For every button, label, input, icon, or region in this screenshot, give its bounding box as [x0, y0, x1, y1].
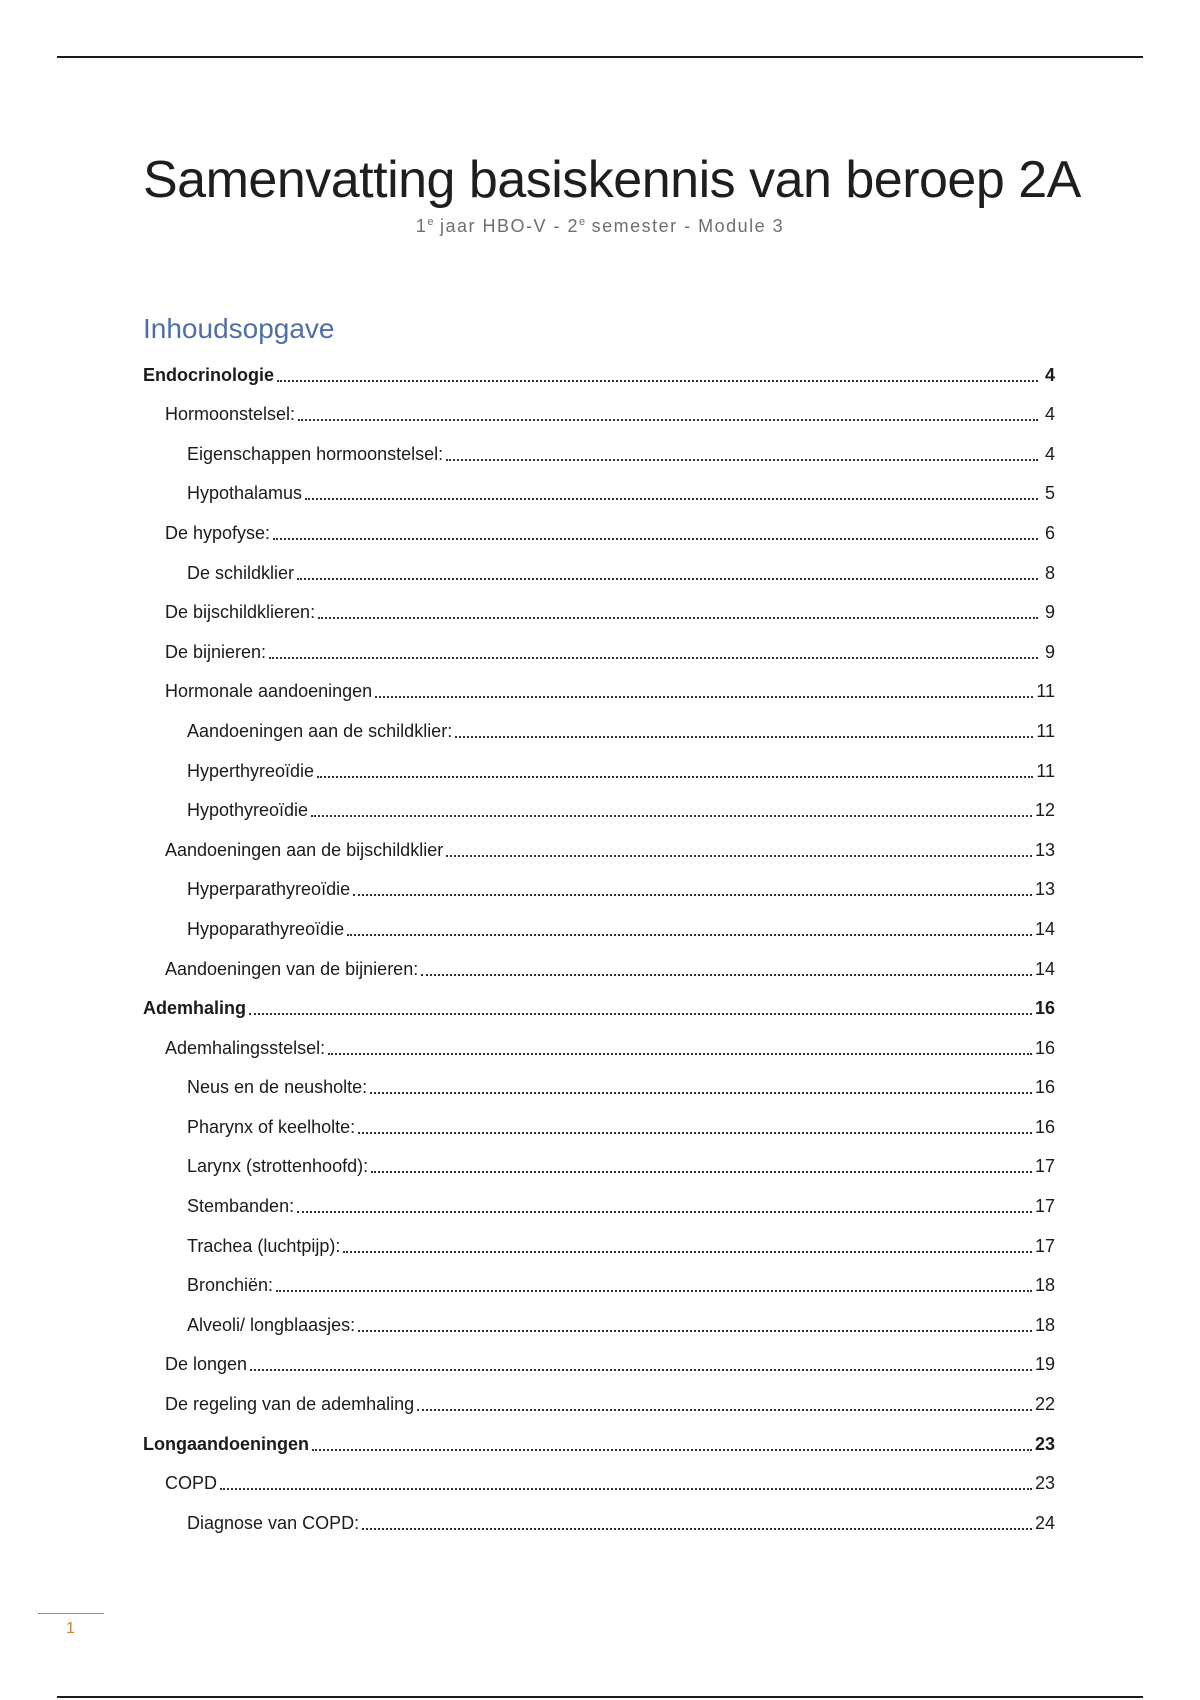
- page-number: 1: [66, 1620, 75, 1637]
- toc-entry[interactable]: [143, 1025, 1055, 1065]
- toc-entry[interactable]: [143, 1065, 1055, 1105]
- toc-entry-label: Hyperparathyreoïdie: [187, 879, 351, 900]
- subtitle-program: jaar HBO-V - 2: [433, 216, 579, 236]
- toc-leader-dots: [277, 380, 1038, 382]
- toc-entry-label: Eigenschappen hormoonstelsel:: [187, 443, 444, 464]
- toc-entry[interactable]: [143, 669, 1055, 709]
- toc-leader-dots: [371, 1171, 1032, 1173]
- toc-entry-page: 8: [1044, 562, 1055, 583]
- toc-entry[interactable]: [143, 550, 1055, 590]
- toc-leader-dots: [297, 1211, 1032, 1213]
- toc-entry-page: 16: [1034, 998, 1055, 1019]
- toc-entry[interactable]: [143, 1381, 1055, 1421]
- toc-leader-dots: [421, 974, 1032, 976]
- toc-leader-dots: [375, 696, 1033, 698]
- toc-leader-dots: [297, 578, 1038, 580]
- toc-entry-page: 13: [1034, 839, 1055, 860]
- toc-entry-label: De hypofyse:: [165, 522, 271, 543]
- toc-leader-dots: [250, 1369, 1032, 1371]
- subtitle-year: 1: [415, 216, 428, 236]
- toc-entry-label: Stembanden:: [187, 1196, 295, 1217]
- toc-leader-dots: [318, 617, 1038, 619]
- toc-entry-label: Pharynx of keelholte:: [187, 1116, 356, 1137]
- toc-entry-page: 13: [1034, 879, 1055, 900]
- toc-entry[interactable]: [143, 431, 1055, 471]
- toc-leader-dots: [455, 736, 1033, 738]
- footer-rule: [57, 1696, 1143, 1698]
- toc-entry-page: 17: [1034, 1196, 1055, 1217]
- toc-leader-dots: [276, 1290, 1032, 1292]
- toc-entry-label: Hyperthyreoïdie: [187, 760, 315, 781]
- toc-entry[interactable]: [143, 986, 1055, 1026]
- toc-entry-label: De bijnieren:: [165, 641, 267, 662]
- toc-leader-dots: [220, 1488, 1032, 1490]
- toc-entry[interactable]: [143, 1223, 1055, 1263]
- toc-entry-label: De longen: [165, 1354, 248, 1375]
- toc-entry[interactable]: [143, 471, 1055, 511]
- toc-leader-dots: [353, 894, 1032, 896]
- toc-entry-label: COPD: [165, 1473, 218, 1494]
- toc-entry-page: 11: [1036, 681, 1055, 702]
- toc-entry[interactable]: [143, 510, 1055, 550]
- document-subtitle: [0, 216, 1200, 237]
- toc-entry-label: Neus en de neusholte:: [187, 1077, 368, 1098]
- toc-entry-label: Trachea (luchtpijp):: [187, 1235, 341, 1256]
- toc-entry-page: 23: [1034, 1433, 1055, 1454]
- toc-entry-page: 18: [1034, 1314, 1055, 1335]
- toc-entry-page: 22: [1034, 1394, 1055, 1415]
- toc-entry[interactable]: [143, 1263, 1055, 1303]
- toc-heading: Inhoudsopgave: [143, 313, 335, 344]
- toc-entry-page: 14: [1034, 958, 1055, 979]
- toc-entry-page: 4: [1044, 404, 1055, 425]
- toc-leader-dots: [370, 1092, 1032, 1094]
- toc-entry-page: 16: [1034, 1077, 1055, 1098]
- toc-entry-page: 23: [1034, 1473, 1055, 1494]
- toc-entry-page: 24: [1034, 1512, 1055, 1533]
- toc-entry-label: Aandoeningen aan de schildklier:: [187, 720, 453, 741]
- toc-entry[interactable]: [143, 708, 1055, 748]
- toc-leader-dots: [273, 538, 1038, 540]
- toc-entry-label: Endocrinologie: [143, 364, 275, 385]
- toc-entry[interactable]: [143, 392, 1055, 432]
- toc-leader-dots: [358, 1330, 1032, 1332]
- toc-entry[interactable]: [143, 1500, 1055, 1540]
- toc-entry-label: Aandoeningen aan de bijschildklier: [165, 839, 444, 860]
- toc-entry-label: Ademhalingsstelsel:: [165, 1037, 326, 1058]
- toc-entry[interactable]: [143, 629, 1055, 669]
- toc-entry-label: Aandoeningen van de bijnieren:: [165, 958, 419, 979]
- toc-leader-dots: [269, 657, 1038, 659]
- toc-entry[interactable]: [143, 1104, 1055, 1144]
- toc-leader-dots: [305, 498, 1038, 500]
- toc-entry-page: 9: [1044, 641, 1055, 662]
- toc-entry-label: Hormoonstelsel:: [165, 404, 296, 425]
- toc-entry-label: Ademhaling: [143, 998, 247, 1019]
- toc-entry-page: 18: [1034, 1275, 1055, 1296]
- toc-entry[interactable]: [143, 1144, 1055, 1184]
- document-title: Samenvatting basiskennis van beroep 2A: [143, 151, 1081, 209]
- toc-entry-page: 14: [1034, 918, 1055, 939]
- toc-entry-label: De schildklier: [187, 562, 295, 583]
- toc-leader-dots: [343, 1251, 1032, 1253]
- toc-entry-label: Bronchiën:: [187, 1275, 274, 1296]
- toc-entry-page: 16: [1034, 1037, 1055, 1058]
- toc-entry[interactable]: [143, 1421, 1055, 1461]
- toc-entry-label: Hypothyreoïdie: [187, 800, 309, 821]
- toc-entry[interactable]: [143, 1183, 1055, 1223]
- toc-entry-page: 11: [1036, 760, 1055, 781]
- toc-entry-label: De regeling van de ademhaling: [165, 1394, 415, 1415]
- toc-leader-dots: [358, 1132, 1032, 1134]
- toc-entry-page: 9: [1044, 602, 1055, 623]
- toc-entry[interactable]: [143, 946, 1055, 986]
- toc-entry[interactable]: [143, 788, 1055, 828]
- toc-leader-dots: [362, 1528, 1032, 1530]
- toc-leader-dots: [312, 1449, 1032, 1451]
- subtitle-ordinal-2: e: [578, 216, 586, 228]
- toc-leader-dots: [249, 1013, 1032, 1015]
- toc-entry-label: Diagnose van COPD:: [187, 1512, 360, 1533]
- toc-entry[interactable]: [143, 906, 1055, 946]
- toc-entry[interactable]: [143, 827, 1055, 867]
- toc-entry-label: Longaandoeningen: [143, 1433, 309, 1454]
- toc-entry-page: 4: [1044, 364, 1055, 385]
- header-rule: [57, 56, 1143, 58]
- toc-leader-dots: [317, 776, 1033, 778]
- toc-entry-page: 17: [1034, 1156, 1055, 1177]
- table-of-contents: [143, 352, 1055, 1540]
- toc-leader-dots: [446, 459, 1038, 461]
- toc-entry[interactable]: [143, 1302, 1055, 1342]
- toc-entry-label: Alveoli/ longblaasjes:: [187, 1314, 356, 1335]
- toc-entry[interactable]: [143, 590, 1055, 630]
- toc-entry[interactable]: [143, 867, 1055, 907]
- toc-entry-page: 17: [1034, 1235, 1055, 1256]
- toc-leader-dots: [298, 419, 1038, 421]
- toc-entry[interactable]: [143, 352, 1055, 392]
- toc-entry-label: Hypoparathyreoïdie: [187, 918, 345, 939]
- toc-leader-dots: [328, 1053, 1032, 1055]
- toc-entry[interactable]: [143, 1342, 1055, 1382]
- toc-entry[interactable]: [143, 1461, 1055, 1501]
- toc-entry-page: 4: [1044, 443, 1055, 464]
- toc-entry-page: 19: [1034, 1354, 1055, 1375]
- toc-leader-dots: [417, 1409, 1032, 1411]
- toc-entry-page: 11: [1036, 720, 1055, 741]
- toc-leader-dots: [347, 934, 1032, 936]
- toc-leader-dots: [311, 815, 1032, 817]
- toc-entry-label: Larynx (strottenhoofd):: [187, 1156, 369, 1177]
- toc-entry-page: 16: [1034, 1116, 1055, 1137]
- toc-entry[interactable]: [143, 748, 1055, 788]
- toc-entry-label: Hypothalamus: [187, 483, 303, 504]
- toc-entry-page: 12: [1034, 800, 1055, 821]
- footer-page-rule: [38, 1613, 104, 1614]
- toc-entry-page: 6: [1044, 522, 1055, 543]
- subtitle-ordinal-1: e: [427, 216, 434, 228]
- toc-leader-dots: [446, 855, 1032, 857]
- subtitle-module: semester - Module 3: [585, 216, 785, 236]
- toc-entry-label: Hormonale aandoeningen: [165, 681, 373, 702]
- toc-entry-label: De bijschildklieren:: [165, 602, 316, 623]
- toc-entry-page: 5: [1044, 483, 1055, 504]
